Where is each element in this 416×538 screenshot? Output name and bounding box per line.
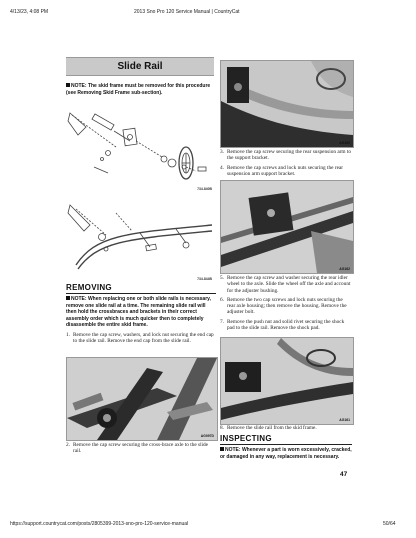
end-cap-photo — [67, 358, 217, 440]
list-item: 4. Remove the cap screws and lock nuts securing the rear suspension arm support bracket. — [220, 164, 344, 177]
list-item: 6. Remove the two cap screws and lock nuts securing the rear axle housing; then remove the housing. Remove the adjuster bolt. — [220, 296, 347, 316]
steps-right-2 — [220, 275, 352, 331]
note-skid-frame — [66, 83, 216, 96]
figure-caption: AG160 — [339, 141, 350, 145]
page-number: 47 — [340, 471, 348, 478]
list-item: 2. Remove the cap screw securing the cross-brace axle to the slide rail. — [66, 442, 209, 455]
print-page-counter: 50/64 — [383, 521, 396, 527]
figure-caption: 734-844B — [197, 277, 212, 281]
shock-pad-photo — [221, 338, 353, 424]
slide-rail-drawing — [66, 195, 216, 283]
note-text: NOTE: The skid frame must be removed for this procedure (see Removing Skid Frame sub-section). — [66, 83, 211, 96]
figure-slide-rail — [66, 195, 216, 283]
steps-left-2 — [66, 442, 216, 455]
list-item: 8. Remove the slide rail from the skid frame. — [220, 425, 317, 431]
heading-rule — [66, 293, 216, 294]
support-bracket-photo — [221, 181, 353, 273]
figure-caption: AG097D — [200, 434, 214, 438]
note-replace-rails — [66, 296, 216, 329]
exploded-parts-drawing — [66, 107, 216, 193]
figure-exploded-parts — [66, 107, 216, 193]
note-text: NOTE: Whenever a part is worn excessively, cracked, or damaged in any way, replacement is necessary. — [220, 447, 352, 460]
steps-right-1 — [220, 149, 352, 177]
print-datetime: 4/13/23, 4:08 PM — [10, 9, 49, 15]
suspension-arm-photo — [221, 61, 353, 147]
note-bullet-icon — [220, 447, 224, 451]
figure-photo-support-bracket — [220, 180, 354, 274]
figure-photo-shock-pad — [220, 337, 354, 425]
figure-caption: AG162 — [339, 267, 350, 271]
heading-rule — [220, 444, 352, 445]
note-bullet-icon — [66, 83, 70, 87]
figure-photo-suspension-arm — [220, 60, 354, 148]
note-inspecting — [220, 447, 352, 460]
list-item: 3. Remove the cap screw securing the rear suspension arm to the support bracket. — [220, 149, 351, 162]
figure-photo-end-cap — [66, 357, 218, 441]
heading-removing: REMOVING — [66, 283, 112, 292]
section-title: Slide Rail — [66, 57, 214, 76]
note-bullet-icon — [66, 296, 70, 300]
list-item: 5. Remove the cap screw and washer securing the rear idler wheel to the axle. Slide the wheel off the axle and account for the adjuster bushing. — [220, 275, 351, 294]
figure-caption: 734-840B — [197, 187, 212, 191]
list-item: 1. Remove the cap screw, washers, and lock nut securing the end cap to the slide rail. Remove the end cap from the slide rail. — [66, 332, 214, 345]
steps-left-1 — [66, 332, 216, 345]
figure-caption: AG161 — [339, 418, 350, 422]
steps-right-3 — [220, 425, 352, 431]
print-page-title: 2013 Sno Pro 120 Service Manual | CountryCat — [134, 9, 240, 15]
list-item: 7. Remove the push nut and solid rivet securing the shock pad to the slide rail. Remove the shock pad. — [220, 318, 345, 332]
print-url: https://support.countrycat.com/posts/2805399-2013-sno-pro-120-service-manual — [10, 521, 189, 527]
heading-inspecting: INSPECTING — [220, 434, 272, 443]
note-text: NOTE: When replacing one or both slide rails is necessary, remove one slide rail at a time. The remaining slide rail will then hold the crossbraces and brackets in their correct assembly order which is much quicker then to completely disassemble the entire skid frame. — [66, 296, 211, 329]
